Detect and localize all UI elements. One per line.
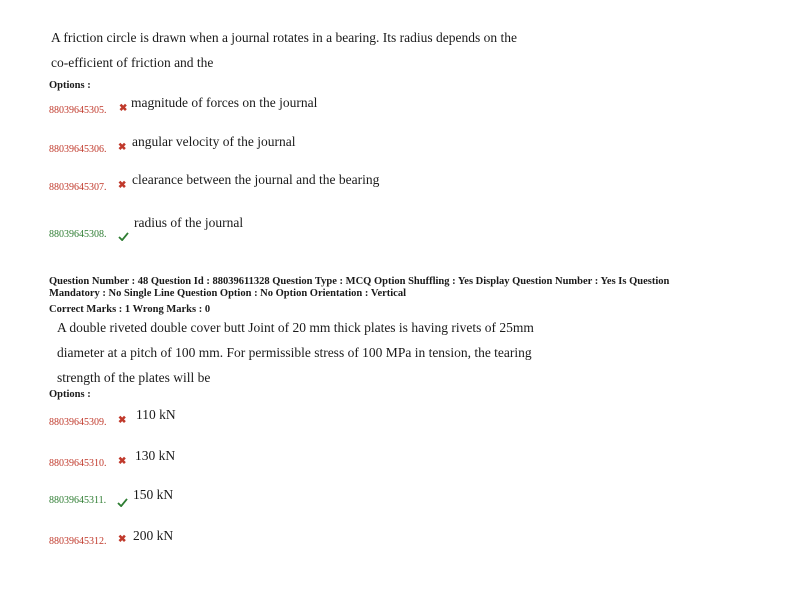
option-id: 88039645310.	[49, 458, 107, 469]
check-icon	[117, 493, 128, 511]
option-text: magnitude of forces on the journal	[131, 95, 318, 110]
question-text-line: A friction circle is drawn when a journal rotates in a bearing. Its radius depends on the	[51, 30, 517, 45]
options-label: Options :	[49, 389, 91, 400]
option-id: 88039645305.	[49, 105, 107, 116]
option-text: angular velocity of the journal	[132, 134, 296, 149]
option-id: 88039645312.	[49, 536, 107, 547]
question-text-line: diameter at a pitch of 100 mm. For permissible stress of 100 MPa in tension, the tearing	[57, 345, 532, 360]
option-id: 88039645307.	[49, 182, 107, 193]
cross-icon: ✖	[118, 180, 127, 191]
cross-icon: ✖	[118, 534, 127, 545]
cross-icon: ✖	[118, 142, 127, 153]
marks-line: Correct Marks : 1 Wrong Marks : 0	[49, 304, 211, 315]
options-label: Options :	[49, 80, 91, 91]
cross-icon: ✖	[118, 415, 127, 426]
option-id: 88039645311.	[49, 495, 107, 506]
check-icon	[118, 227, 129, 245]
question-text-line: strength of the plates will be	[57, 370, 211, 385]
question-text-line: A double riveted double cover butt Joint of 20 mm thick plates is having rivets of 25mm	[57, 320, 534, 335]
cross-icon: ✖	[119, 103, 128, 114]
option-text: radius of the journal	[134, 215, 244, 230]
option-id: 88039645308.	[49, 229, 107, 240]
option-id: 88039645306.	[49, 144, 107, 155]
option-text: clearance between the journal and the bearing	[132, 172, 380, 187]
option-text: 110 kN	[136, 407, 176, 422]
question-meta-line: Mandatory : No Single Line Question Option : No Option Orientation : Vertical	[49, 288, 407, 299]
option-text: 150 kN	[133, 487, 174, 502]
question-text-line: co-efficient of friction and the	[51, 55, 214, 70]
option-text: 200 kN	[133, 528, 174, 543]
option-id: 88039645309.	[49, 417, 107, 428]
cross-icon: ✖	[118, 456, 127, 467]
option-text: 130 kN	[135, 448, 176, 463]
question-meta-line: Question Number : 48 Question Id : 88039611328 Question Type : MCQ Option Shuffling : Yes Display Question Number : Yes Is Question	[49, 276, 670, 287]
